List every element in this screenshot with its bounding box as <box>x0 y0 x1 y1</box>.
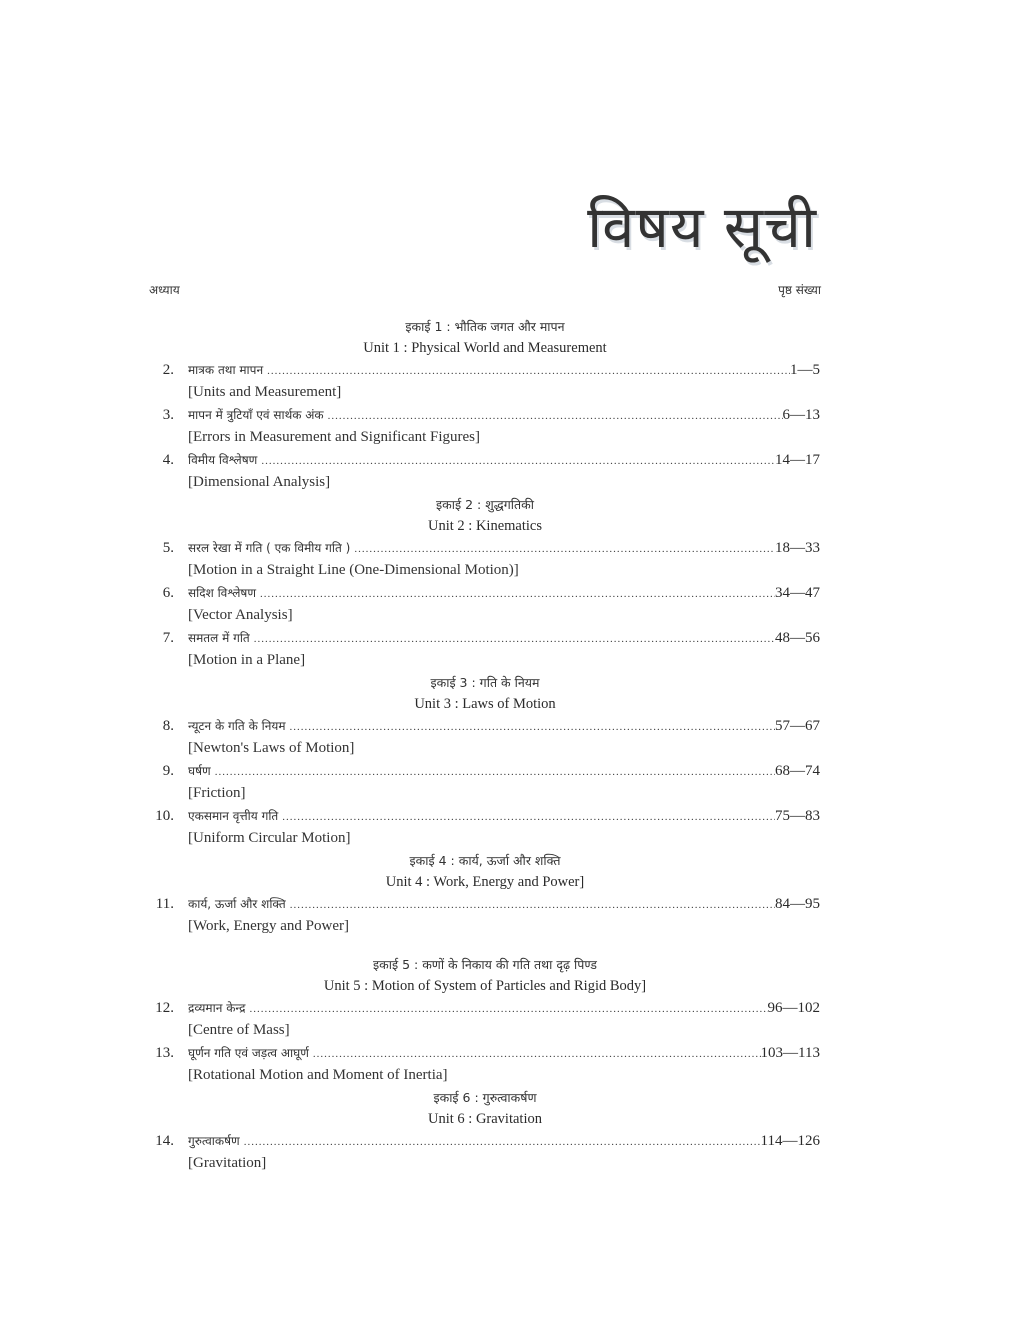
dot-leader <box>267 360 790 382</box>
chapter-title-english: [Motion in a Plane] <box>188 652 306 668</box>
chapter-title-english: [Vector Analysis] <box>188 607 293 623</box>
unit-heading-hindi: इकाई 3 : गति के नियम <box>430 675 540 690</box>
dot-leader <box>290 716 775 738</box>
page-range: 103—113 <box>760 1045 820 1061</box>
chapter-title-english: [Dimensional Analysis] <box>188 474 331 490</box>
page-range: 18—33 <box>775 540 820 556</box>
toc-entry[interactable] <box>150 893 820 915</box>
unit-heading-english: Unit 4 : Work, Energy and Power] <box>385 874 585 890</box>
toc-entry[interactable] <box>150 627 820 649</box>
unit-heading-english: Unit 5 : Motion of System of Particles and Rigid Body] <box>323 978 647 994</box>
toc-entry[interactable] <box>150 449 820 471</box>
unit-section <box>150 850 820 938</box>
table-of-contents <box>150 316 820 1175</box>
page-range: 34—47 <box>775 585 820 601</box>
chapter-number: 10. <box>155 808 174 824</box>
page-range: 48—56 <box>775 630 820 646</box>
page-range: 96—102 <box>767 1000 820 1016</box>
page-range: 1—5 <box>790 362 820 378</box>
unit-heading-hindi: इकाई 6 : गुरुत्वाकर्षण <box>433 1090 537 1105</box>
chapter-title-hindi: घूर्णन गति एवं जड़त्व आघूर्ण <box>188 1046 309 1060</box>
page-range: 75—83 <box>775 808 820 824</box>
column-header-page-number: पृष्ठ संख्या <box>778 283 821 297</box>
chapter-number: 7. <box>162 630 174 646</box>
chapter-title-hindi: सरल रेखा में गति ( एक विमीय गति ) <box>188 541 351 555</box>
chapter-number: 12. <box>155 1000 174 1016</box>
chapter-title-english: [Uniform Circular Motion] <box>188 830 351 846</box>
chapter-title-hindi: द्रव्यमान केन्द्र <box>188 1001 246 1015</box>
page-range: 114—126 <box>760 1133 820 1149</box>
page-range: 6—13 <box>782 407 820 423</box>
dot-leader <box>254 628 775 650</box>
chapter-number: 3. <box>162 407 174 423</box>
chapter-title-hindi: मात्रक तथा मापन <box>188 363 264 377</box>
chapter-title-hindi: विमीय विश्लेषण <box>188 453 258 467</box>
unit-heading-hindi: इकाई 1 : भौतिक जगत और मापन <box>405 319 565 334</box>
chapter-title-hindi: कार्य, ऊर्जा और शक्ति <box>188 897 286 911</box>
toc-entry[interactable] <box>150 537 820 559</box>
unit-heading-hindi: इकाई 4 : कार्य, ऊर्जा और शक्ति <box>409 853 561 868</box>
toc-entry[interactable] <box>150 1130 820 1152</box>
toc-entry[interactable] <box>150 760 820 782</box>
chapter-title-english: [Units and Measurement] <box>188 384 342 400</box>
chapter-title-hindi: न्यूटन के गति के नियम <box>188 719 286 733</box>
dot-leader <box>313 1043 761 1065</box>
toc-entry[interactable] <box>150 582 820 604</box>
chapter-number: 4. <box>162 452 174 468</box>
unit-section <box>150 316 820 494</box>
toc-entry[interactable] <box>150 715 820 737</box>
chapter-title-hindi: एकसमान वृत्तीय गति <box>188 809 279 823</box>
chapter-number: 13. <box>155 1045 174 1061</box>
toc-entry[interactable] <box>150 997 820 1019</box>
dot-leader <box>261 450 775 472</box>
chapter-title-english: [Friction] <box>188 785 246 801</box>
chapter-number: 6. <box>162 585 174 601</box>
toc-entry[interactable] <box>150 404 820 426</box>
page-range: 14—17 <box>775 452 820 468</box>
unit-heading-english: Unit 6 : Gravitation <box>428 1111 542 1127</box>
chapter-number: 8. <box>162 718 174 734</box>
unit-heading-english: Unit 2 : Kinematics <box>428 518 542 534</box>
unit-heading-hindi: इकाई 2 : शुद्धगतिकी <box>436 497 534 512</box>
dot-leader <box>260 583 775 605</box>
unit-section <box>150 954 820 1087</box>
toc-entry[interactable] <box>150 359 820 381</box>
chapter-title-english: [Motion in a Straight Line (One-Dimensional Motion)] <box>188 562 519 578</box>
dot-leader <box>250 998 768 1020</box>
unit-heading-hindi: इकाई 5 : कणों के निकाय की गति तथा दृढ़ पिण्ड <box>373 957 597 972</box>
page-range: 68—74 <box>775 763 820 779</box>
chapter-title-english: [Rotational Motion and Moment of Inertia] <box>188 1067 448 1083</box>
dot-leader <box>215 761 775 783</box>
chapter-title-hindi: गुरुत्वाकर्षण <box>188 1134 240 1148</box>
unit-section <box>150 1087 820 1175</box>
dot-leader <box>244 1131 761 1153</box>
dot-leader <box>290 894 775 916</box>
spacer <box>150 938 820 954</box>
chapter-title-hindi: समतल में गति <box>188 631 250 645</box>
chapter-title-english: [Gravitation] <box>188 1155 267 1171</box>
chapter-number: 2. <box>162 362 174 378</box>
dot-leader <box>328 405 783 427</box>
unit-heading-english: Unit 1 : Physical World and Measurement <box>363 340 607 356</box>
chapter-number: 5. <box>162 540 174 556</box>
chapter-title-english: [Newton's Laws of Motion] <box>188 740 355 756</box>
dot-leader <box>354 538 775 560</box>
chapter-title-english: [Errors in Measurement and Significant Figures] <box>188 429 481 445</box>
column-header-chapter: अध्याय <box>149 283 180 297</box>
chapter-title-hindi: घर्षण <box>188 764 211 778</box>
chapter-title-hindi: सदिश विश्लेषण <box>188 586 257 600</box>
page-title: विषय सूची <box>587 193 817 261</box>
chapter-number: 14. <box>155 1133 174 1149</box>
page-range: 84—95 <box>775 896 820 912</box>
page-range: 57—67 <box>775 718 820 734</box>
unit-section <box>150 494 820 672</box>
chapter-title-english: [Work, Energy and Power] <box>188 918 349 934</box>
chapter-title-hindi: मापन में त्रुटियाँ एवं सार्थक अंक <box>188 408 324 422</box>
toc-entry[interactable] <box>150 805 820 827</box>
dot-leader <box>282 806 775 828</box>
unit-section <box>150 672 820 850</box>
chapter-title-english: [Centre of Mass] <box>188 1022 290 1038</box>
chapter-number: 9. <box>162 763 174 779</box>
toc-entry[interactable] <box>150 1042 820 1064</box>
unit-heading-english: Unit 3 : Laws of Motion <box>414 696 556 712</box>
chapter-number: 11. <box>155 896 174 912</box>
